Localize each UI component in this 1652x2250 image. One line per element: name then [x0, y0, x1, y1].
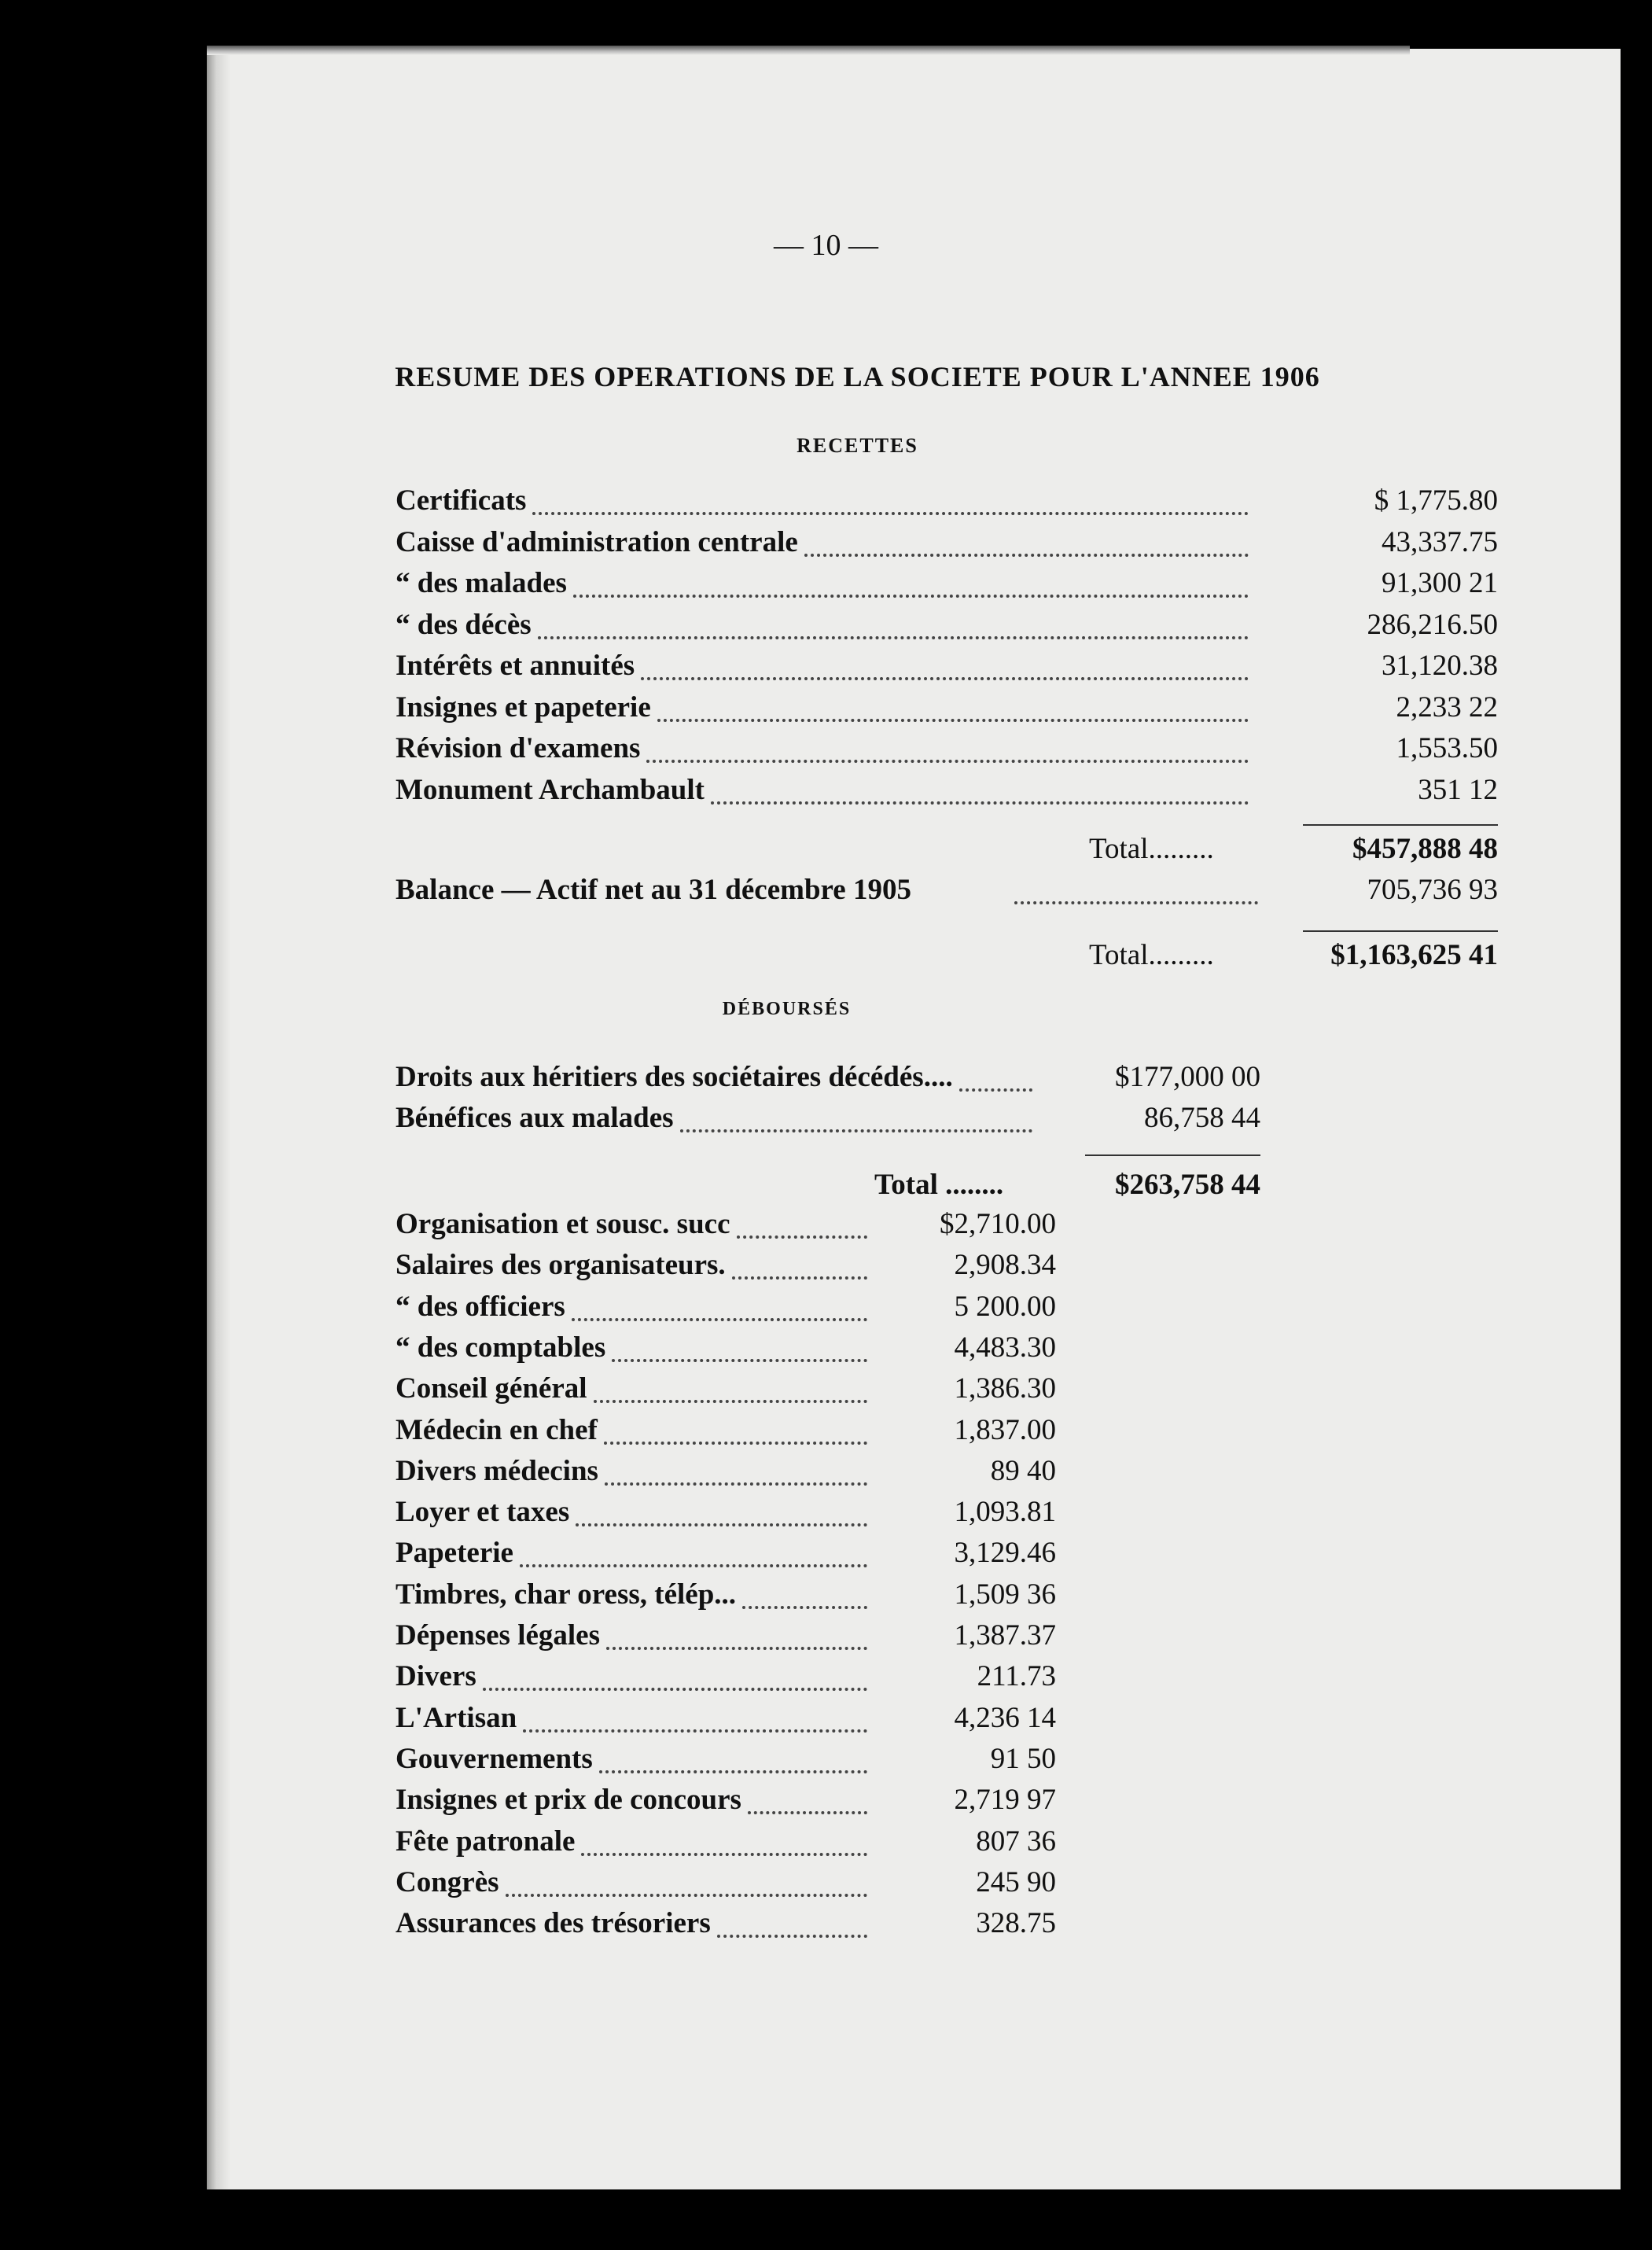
leader-dots [572, 1318, 867, 1321]
leader-dots [1014, 901, 1258, 904]
row-label: Caisse d'administration centrale [396, 525, 798, 558]
row-label: Fête patronale [396, 1825, 576, 1858]
recettes-total-value: $457,888 48 [1352, 833, 1498, 865]
leader-dots [804, 554, 1249, 557]
deboursés-total-label: Total ........ [874, 1169, 1004, 1201]
row-value: 1,386.30 [954, 1372, 1056, 1405]
leader-dots [581, 1853, 867, 1856]
page-number: — 10 — [774, 229, 878, 262]
row-value: 31,120.38 [1382, 650, 1498, 682]
row-value: 245 90 [976, 1865, 1056, 1898]
row-value: 89 40 [990, 1454, 1056, 1487]
row-label: Certificats [396, 484, 527, 517]
row-value: 2,233 22 [1396, 690, 1498, 724]
leader-dots [711, 801, 1249, 805]
leader-dots [599, 1770, 867, 1773]
leader-dots [604, 1442, 867, 1445]
row-label: Congrès [396, 1865, 499, 1898]
recettes-heading: RECETTES [797, 434, 918, 457]
recettes-subtotal-rule [1303, 824, 1498, 826]
leader-dots [523, 1729, 867, 1733]
recettes-total-label: Total......... [1089, 833, 1214, 865]
row-value: 1,093.81 [954, 1496, 1056, 1529]
row-label: Intérêts et annuités [396, 650, 635, 682]
row-label: Insignes et papeterie [396, 690, 651, 724]
row-label: “ des comptables [396, 1331, 606, 1364]
leader-dots [680, 1129, 1032, 1132]
row-label: Dépenses légales [396, 1619, 600, 1652]
page-top-edge [207, 46, 1410, 55]
leader-dots [742, 1606, 867, 1609]
leader-dots [605, 1482, 867, 1486]
deboursés-heading: DÉBOURSÉS [722, 999, 852, 1019]
row-value: 86,758 44 [1144, 1102, 1260, 1134]
row-label: Papeterie [396, 1537, 513, 1570]
row-value: 807 36 [976, 1825, 1056, 1858]
deboursés-total-value: $263,758 44 [1115, 1169, 1260, 1201]
row-value: $177,000 00 [1115, 1061, 1260, 1093]
row-label: Médecin en chef [396, 1413, 598, 1446]
row-value: 91,300 21 [1382, 567, 1498, 599]
balance-label: Balance — Actif net au 31 décembre 1905 [396, 874, 911, 906]
leader-dots [594, 1400, 867, 1403]
row-label: Conseil général [396, 1372, 587, 1405]
row-label: “ des malades [396, 567, 567, 599]
row-value: 2,719 97 [954, 1784, 1056, 1817]
row-value: $ 1,775.80 [1374, 484, 1498, 517]
row-label: Monument Archambault [396, 773, 705, 806]
row-value: 5 200.00 [954, 1290, 1056, 1323]
leader-dots [576, 1523, 867, 1526]
row-value: 328.75 [976, 1907, 1056, 1940]
leader-dots [959, 1088, 1032, 1092]
balance-value: 705,736 93 [1367, 874, 1498, 906]
leader-dots [506, 1894, 867, 1897]
row-label: Droits aux héritiers des sociétaires décédés.... [396, 1061, 953, 1093]
leader-dots [483, 1688, 867, 1691]
row-label: Divers [396, 1660, 476, 1693]
leader-dots [573, 595, 1249, 598]
grand-total-label: Total......... [1089, 939, 1214, 971]
row-label: “ des décès [396, 608, 532, 641]
row-label: Assurances des trésoriers [396, 1907, 711, 1940]
row-label: Insignes et prix de concours [396, 1784, 741, 1817]
row-value: 4,483.30 [954, 1331, 1056, 1364]
row-label: Gouvernements [396, 1742, 593, 1775]
row-value: 351 12 [1418, 773, 1498, 806]
row-label: L'Artisan [396, 1701, 517, 1734]
row-label: “ des officiers [396, 1290, 565, 1323]
document-title: RESUME DES OPERATIONS DE LA SOCIETE POUR L'ANNEE 1906 [395, 361, 1320, 392]
row-value: 1,509 36 [954, 1578, 1056, 1611]
row-label: Timbres, char oress, télép... [396, 1578, 737, 1611]
leader-dots [612, 1359, 867, 1362]
row-value: 211.73 [977, 1660, 1056, 1693]
grand-total-rule [1303, 930, 1498, 932]
row-value: 4,236 14 [954, 1701, 1056, 1734]
row-label: Salaires des organisateurs. [396, 1249, 726, 1282]
leader-dots [641, 677, 1249, 680]
leader-dots [737, 1235, 868, 1239]
grand-total-value: $1,163,625 41 [1330, 939, 1498, 971]
leader-dots [657, 719, 1249, 722]
row-label: Divers médecins [396, 1454, 598, 1487]
row-label: Bénéfices aux malades [396, 1102, 674, 1134]
leader-dots [732, 1276, 867, 1280]
row-label: Révision d'examens [396, 732, 641, 764]
leader-dots [538, 636, 1249, 639]
leader-dots [646, 760, 1249, 763]
leader-dots [606, 1647, 867, 1650]
row-value: 1,837.00 [954, 1413, 1056, 1446]
deboursés-subtotal-rule [1085, 1154, 1260, 1156]
leader-dots [520, 1564, 867, 1567]
row-value: 3,129.46 [954, 1537, 1056, 1570]
leader-dots [532, 512, 1249, 515]
row-value: $2,710.00 [940, 1208, 1056, 1240]
leader-dots [717, 1935, 867, 1938]
row-value: 91 50 [990, 1742, 1056, 1775]
row-value: 2,908.34 [954, 1249, 1056, 1282]
row-label: Organisation et sousc. succ [396, 1208, 730, 1240]
row-label: Loyer et taxes [396, 1496, 570, 1529]
row-value: 43,337.75 [1382, 525, 1498, 558]
row-value: 1,387.37 [954, 1619, 1056, 1652]
row-value: 286,216.50 [1367, 608, 1498, 641]
row-value: 1,553.50 [1396, 732, 1498, 764]
leader-dots [748, 1811, 867, 1814]
